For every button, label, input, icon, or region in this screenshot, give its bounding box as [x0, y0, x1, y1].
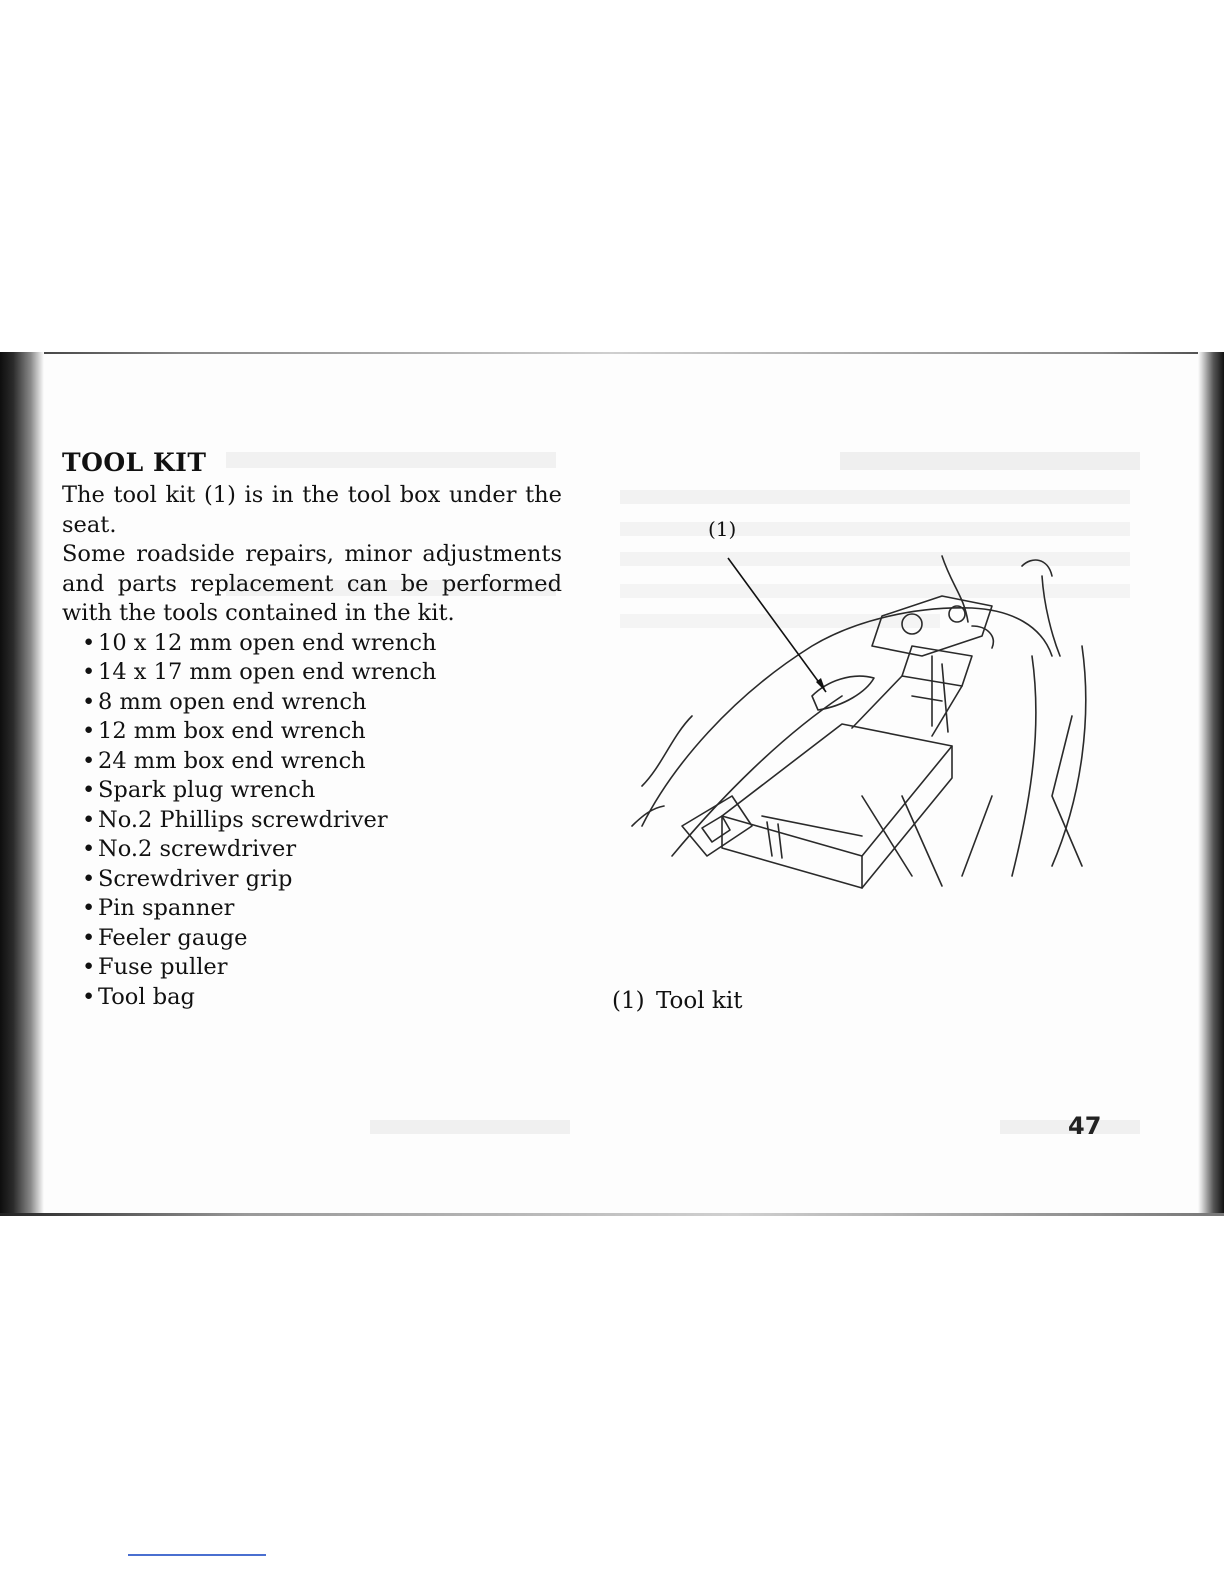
list-item	[82, 658, 562, 688]
top-edge	[0, 352, 1224, 354]
right-binding-shadow	[1198, 352, 1224, 1216]
callout-label: (1)	[708, 517, 737, 541]
list-item	[82, 629, 562, 659]
list-item	[82, 747, 562, 777]
bullet-icon: •	[82, 747, 96, 774]
show-through-block	[840, 452, 1140, 470]
bullet-icon: •	[82, 718, 96, 744]
list-item	[82, 776, 562, 806]
list-item	[82, 806, 562, 836]
manual-page	[0, 352, 1224, 1216]
bullet-icon: •	[82, 629, 96, 656]
bullet-icon: •	[82, 659, 96, 685]
tool-name: No.2 screwdriver	[98, 836, 297, 862]
list-item	[82, 924, 562, 954]
show-through-block	[370, 1120, 570, 1134]
tool-kit-section	[62, 448, 562, 1012]
page-number: 47	[1068, 1112, 1102, 1140]
bullet-icon: •	[82, 836, 96, 862]
bullet-icon: •	[82, 688, 96, 715]
bullet-icon: •	[82, 865, 96, 892]
list-item	[82, 953, 562, 983]
tool-name: Feeler gauge	[98, 924, 248, 951]
list-item	[82, 865, 562, 895]
tool-list	[62, 629, 562, 1013]
list-item	[82, 688, 562, 718]
bullet-icon: •	[82, 806, 96, 833]
caption-label: Tool kit	[656, 988, 743, 1014]
list-item	[82, 717, 562, 747]
left-binding-shadow	[0, 352, 44, 1216]
tool-name: 24 mm box end wrench	[98, 747, 366, 774]
tool-name: 14 x 17 mm open end wrench	[98, 659, 437, 685]
tool-name: No.2 Phillips screwdriver	[98, 806, 388, 833]
intro-paragraph: The tool kit (1) is in the tool box under the seat.	[62, 482, 562, 538]
tool-name: Spark plug wrench	[98, 777, 316, 803]
tool-name: 10 x 12 mm open end wrench	[98, 629, 437, 656]
tool-name: Screwdriver grip	[98, 865, 293, 892]
tool-box-illustration	[612, 496, 1132, 916]
description-paragraph: Some roadside repairs, minor adjustments and parts replacement can be performed with the tools contained in the kit.	[62, 541, 562, 626]
bullet-icon: •	[82, 954, 96, 980]
list-item	[82, 983, 562, 1013]
tool-name: Pin spanner	[98, 895, 235, 921]
tool-name: Fuse puller	[98, 954, 228, 980]
figure-caption	[612, 988, 742, 1014]
bullet-icon: •	[82, 777, 96, 803]
list-item	[82, 894, 562, 924]
section-title: TOOL KIT	[62, 448, 207, 477]
tool-name: Tool bag	[98, 983, 195, 1010]
link-underline	[128, 1554, 266, 1556]
leader-line	[728, 558, 826, 692]
bullet-icon: •	[82, 983, 96, 1010]
bullet-icon: •	[82, 895, 96, 921]
bullet-icon: •	[82, 924, 96, 951]
tool-name: 12 mm box end wrench	[98, 718, 366, 744]
list-item	[82, 835, 562, 865]
tool-name: 8 mm open end wrench	[98, 688, 367, 715]
bottom-edge	[0, 1213, 1224, 1216]
motorcycle-seat-area-drawing	[612, 496, 1132, 916]
caption-number: (1)	[612, 988, 645, 1014]
